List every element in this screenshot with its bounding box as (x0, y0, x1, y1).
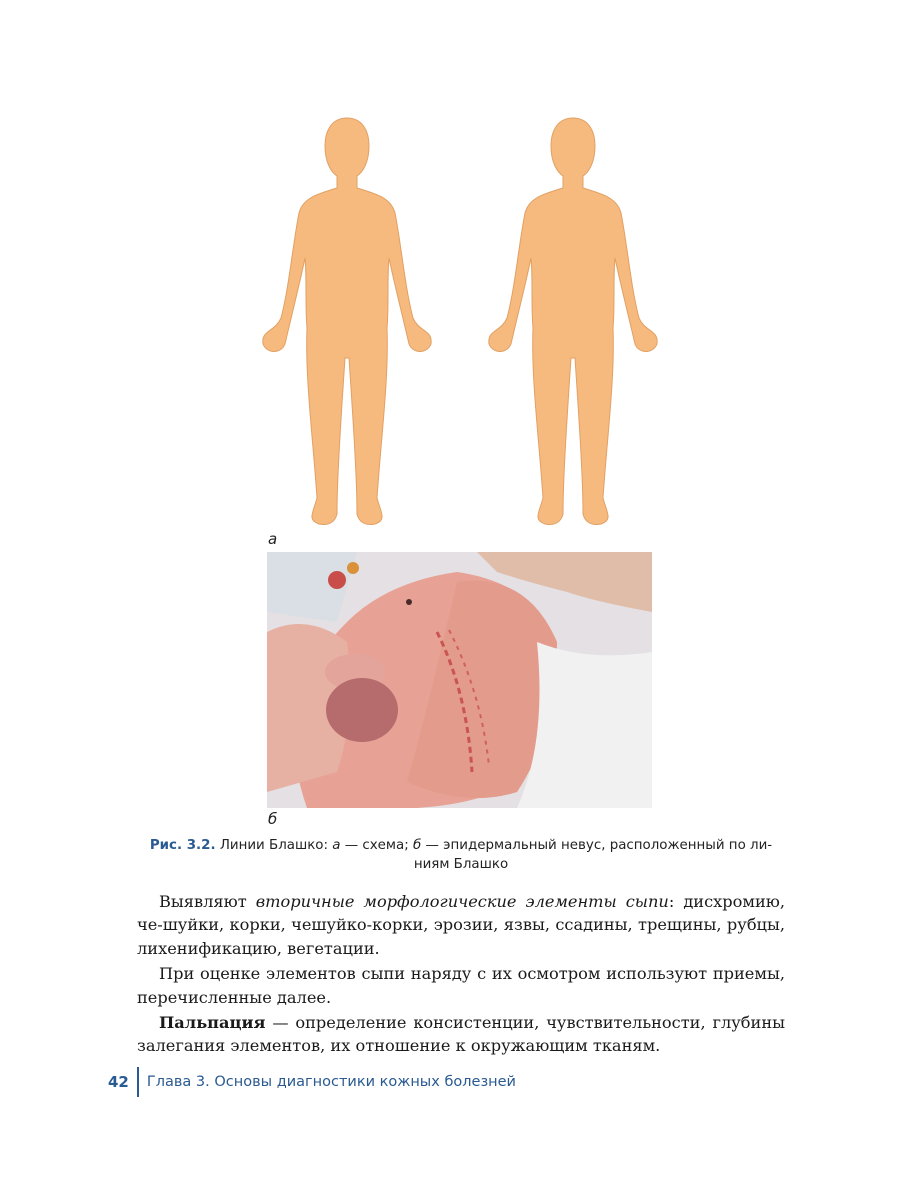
chapter-title: Глава 3. Основы диагностики кожных болезней (146, 1074, 516, 1090)
caption-text-4: ниям Блашко (413, 857, 509, 872)
caption-text-1: Линии Блашко: (215, 838, 333, 853)
palpation-term: Пальпация (159, 1013, 266, 1033)
body-back-view (263, 118, 431, 525)
body-text (137, 890, 785, 1060)
body-front-view (489, 118, 657, 525)
figure-caption (137, 836, 785, 874)
epidermal-nevus-photo (267, 552, 652, 808)
caption-label: Рис. 3.2. (149, 838, 216, 853)
caption-text-3: — эпидермальный невус, расположенный по ли- (421, 838, 773, 853)
paragraph-palpation (137, 1011, 785, 1058)
page-footer (108, 1068, 516, 1096)
paragraph-1-lead: Выявляют (159, 892, 256, 911)
paragraph-3-rest: — определение консистенции, чувствительности, глубины залегания элементов, их отношение к окружающим тканям. (137, 1013, 785, 1056)
paragraph-1-italic: вторичные морфологические элементы сыпи (255, 892, 669, 911)
page-number: 42 (108, 1073, 129, 1091)
nevus-photo-illustration (267, 552, 652, 808)
caption-b: б (413, 838, 422, 853)
caption-a: а (332, 838, 341, 853)
blaschko-lines-schema (255, 108, 665, 528)
caption-text-2: — схема; (340, 838, 413, 853)
paragraph-1-rest: : дисхромию, че-шуйки, корки, чешуйко-корки, эрозии, язвы, ссадины, трещины, рубцы, лихенификацию, вегетации. (137, 892, 786, 958)
figure-label-b: б (268, 810, 278, 828)
footer-divider (137, 1067, 139, 1097)
figure-label-a: а (268, 530, 278, 548)
paragraph-evaluation: При оценке элементов сыпи наряду с их осмотром используют приемы, перечисленные далее. (137, 964, 785, 1007)
paragraph-secondary-elements (137, 890, 785, 960)
